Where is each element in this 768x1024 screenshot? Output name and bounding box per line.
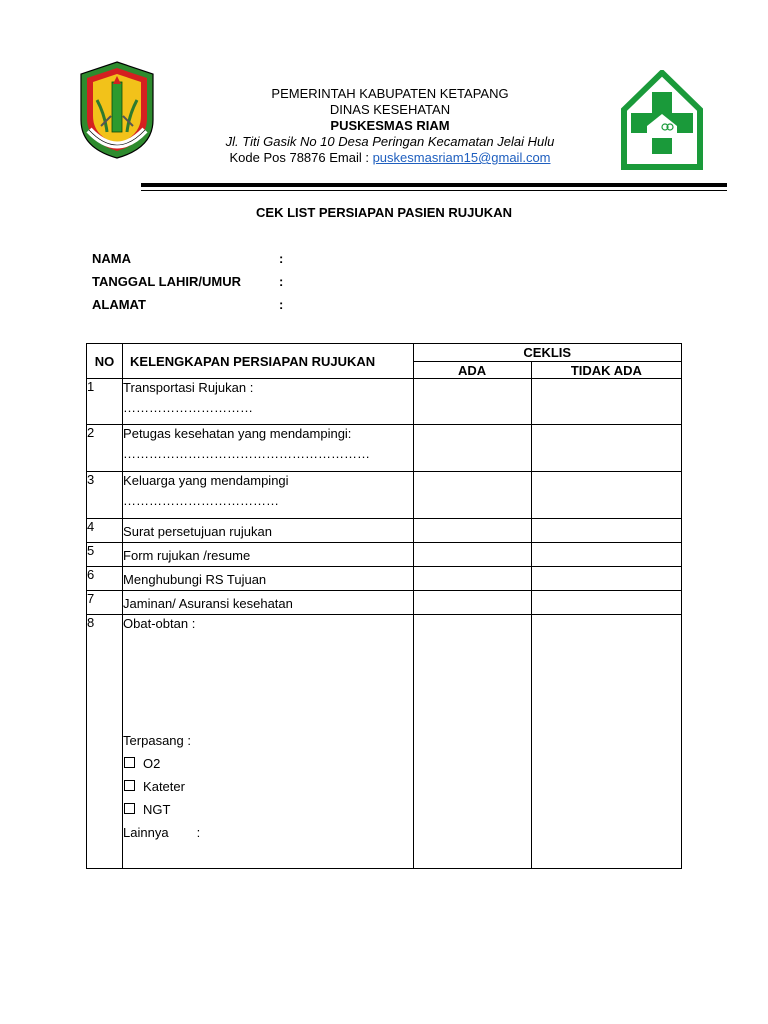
row-number: 2 — [87, 425, 123, 472]
row-number: 4 — [87, 519, 123, 543]
table-row — [87, 472, 682, 519]
lainnya-colon: : — [196, 825, 201, 840]
row-item — [123, 472, 413, 519]
table-row — [87, 425, 682, 472]
option-label: NGT — [143, 802, 171, 817]
table-row — [87, 591, 682, 615]
row-item — [123, 425, 413, 472]
table-row — [87, 543, 682, 567]
cell-ada[interactable] — [413, 591, 531, 615]
row-dots: ………………………………………………… — [123, 446, 371, 461]
cell-tidak-ada[interactable] — [531, 591, 681, 615]
address: Jl. Titi Gasik No 10 Desa Peringan Kecamatan Jelai Hulu — [225, 134, 555, 149]
table-header-row — [87, 344, 682, 362]
option-kateter — [123, 775, 412, 798]
header-no: NO — [87, 344, 123, 379]
postal-code: Kode Pos 78876 Email : — [229, 150, 373, 165]
header-divider-thin — [141, 190, 727, 191]
checklist-table — [86, 343, 682, 869]
cell-tidak-ada[interactable] — [531, 379, 681, 425]
cell-tidak-ada[interactable] — [531, 472, 681, 519]
patient-fields — [92, 251, 392, 320]
cell-ada[interactable] — [413, 379, 531, 425]
row-number: 1 — [87, 379, 123, 425]
cell-tidak-ada[interactable] — [531, 425, 681, 472]
cell-tidak-ada[interactable] — [531, 567, 681, 591]
cell-ada[interactable] — [413, 519, 531, 543]
cell-ada[interactable] — [413, 615, 531, 869]
checkbox-o2[interactable] — [124, 757, 135, 768]
row-text: Surat persetujuan rujukan — [123, 519, 413, 543]
cell-tidak-ada[interactable] — [531, 615, 681, 869]
cell-tidak-ada[interactable] — [531, 519, 681, 543]
row-dots: ………………………… — [123, 400, 254, 415]
document-title: CEK LIST PERSIAPAN PASIEN RUJUKAN — [256, 205, 512, 220]
field-label: ALAMAT — [92, 297, 146, 312]
table-row — [87, 519, 682, 543]
row-number: 7 — [87, 591, 123, 615]
puskesmas-name: PUSKESMAS RIAM — [330, 118, 450, 133]
contact-line — [190, 150, 590, 166]
row-number: 6 — [87, 567, 123, 591]
field-tanggal-lahir — [92, 274, 392, 297]
letterhead — [190, 86, 590, 166]
table-row — [87, 379, 682, 425]
field-label: NAMA — [92, 251, 131, 266]
row-text: Obat-obtan : — [123, 616, 196, 631]
row-item-obat — [123, 615, 413, 869]
kabupaten-ketapang-emblem-icon — [77, 60, 157, 160]
table-row — [87, 615, 682, 869]
header-divider-thick — [141, 183, 727, 187]
field-colon: : — [279, 274, 284, 289]
row-text: Jaminan/ Asuransi kesehatan — [123, 591, 413, 615]
lainnya-line — [123, 821, 412, 844]
cell-ada[interactable] — [413, 472, 531, 519]
header-tidak-ada: TIDAK ADA — [531, 362, 681, 379]
field-colon: : — [279, 251, 284, 266]
puskesmas-cross-logo-icon — [621, 70, 703, 170]
cell-ada[interactable] — [413, 543, 531, 567]
terpasang-label: Terpasang : — [123, 733, 191, 748]
field-colon: : — [279, 297, 284, 312]
option-label: O2 — [143, 756, 161, 771]
header-ada: ADA — [413, 362, 531, 379]
option-o2 — [123, 752, 412, 775]
header-item: KELENGKAPAN PERSIAPAN RUJUKAN — [123, 344, 413, 379]
option-ngt — [123, 798, 412, 821]
checkbox-kateter[interactable] — [124, 780, 135, 791]
row-text: Petugas kesehatan yang mendampingi: — [123, 426, 352, 441]
field-alamat — [92, 297, 392, 320]
cell-tidak-ada[interactable] — [531, 543, 681, 567]
field-label: TANGGAL LAHIR/UMUR — [92, 274, 242, 289]
field-nama — [92, 251, 392, 274]
row-text: Menghubungi RS Tujuan — [123, 567, 413, 591]
row-text: Keluarga yang mendampingi — [123, 473, 289, 488]
table-row — [87, 567, 682, 591]
government-name: PEMERINTAH KABUPATEN KETAPANG — [271, 86, 509, 101]
row-number: 3 — [87, 472, 123, 519]
department-name: DINAS KESEHATAN — [329, 102, 451, 117]
row-number: 8 — [87, 615, 123, 869]
checkbox-ngt[interactable] — [124, 803, 135, 814]
row-dots: ……………………………… — [123, 493, 280, 508]
cell-ada[interactable] — [413, 567, 531, 591]
cell-ada[interactable] — [413, 425, 531, 472]
row-item — [123, 379, 413, 425]
row-text: Form rujukan /resume — [123, 543, 413, 567]
header-ceklis: CEKLIS — [413, 344, 681, 362]
email-link[interactable]: puskesmasriam15@gmail.com — [372, 150, 551, 165]
lainnya-label: Lainnya — [123, 825, 169, 840]
option-label: Kateter — [143, 779, 185, 794]
row-number: 5 — [87, 543, 123, 567]
row-text: Transportasi Rujukan : — [123, 380, 254, 395]
